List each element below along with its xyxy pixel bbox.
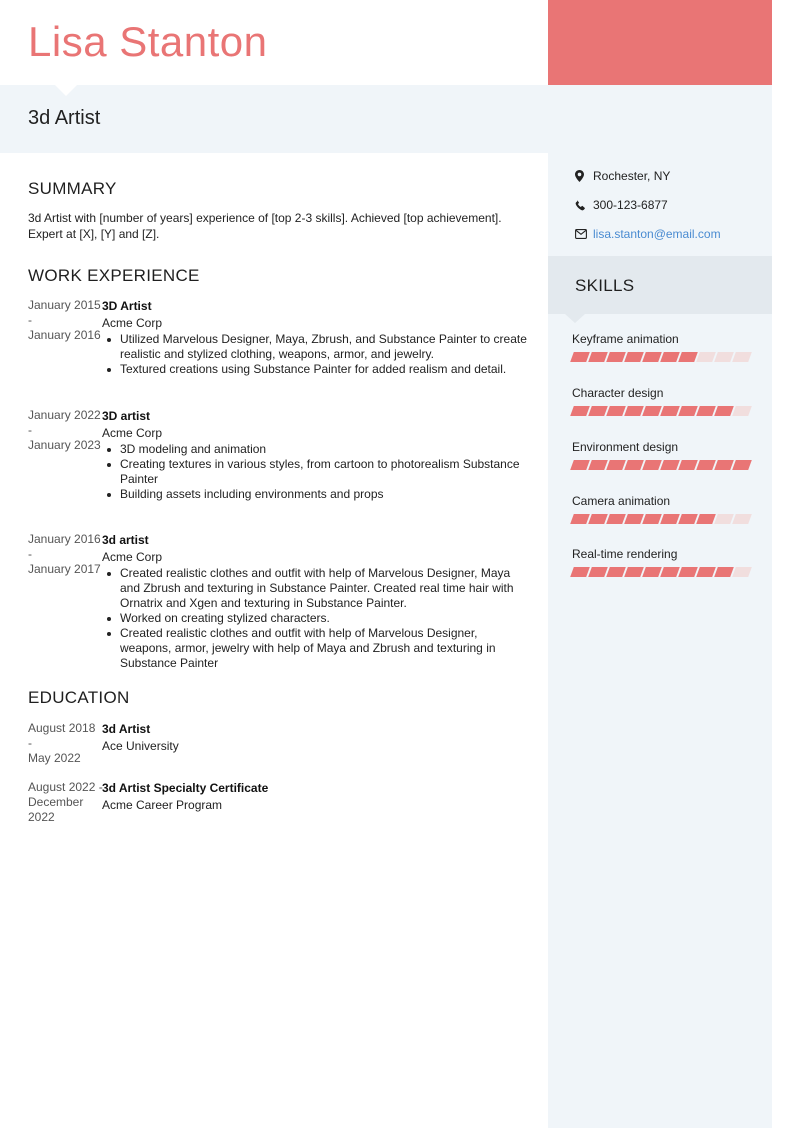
skill-level-segment (678, 352, 698, 362)
job-title: 3d Artist (28, 107, 101, 129)
candidate-name: Lisa Stanton (28, 18, 268, 65)
education-dates (28, 721, 102, 766)
phone-icon (575, 200, 593, 211)
skill-level-segment (570, 352, 590, 362)
skill-level-segment (624, 567, 644, 577)
skills-title: SKILLS (575, 276, 635, 295)
list-item: Worked on creating stylized characters. (102, 611, 528, 626)
skill-label: Keyframe animation (572, 332, 679, 346)
skill-item (572, 386, 756, 416)
list-item: Created realistic clothes and outfit with help of Marvelous Designer, Maya and Zbrush and texturing in Substance Painter. Created real time hair with Ornatrix and Xgen and texturing in Substance Painter. (102, 566, 528, 611)
skill-label: Real-time rendering (572, 547, 678, 561)
skill-level-segment (606, 406, 626, 416)
skills-notch (565, 314, 585, 323)
skill-level-bar (572, 460, 756, 470)
date-end: May 2022 (28, 751, 81, 765)
skill-level-segment (696, 567, 716, 577)
skill-level-bar (572, 514, 756, 524)
skill-level-segment (678, 406, 698, 416)
skill-level-bar (572, 352, 756, 362)
skill-level-segment (588, 567, 608, 577)
experience-org: Acme Corp (102, 550, 163, 564)
skill-level-bar (572, 567, 756, 577)
skill-level-segment (606, 460, 626, 470)
skill-level-segment (678, 460, 698, 470)
skill-label: Camera animation (572, 494, 671, 508)
skill-level-segment (642, 460, 662, 470)
experience-dates (28, 532, 102, 577)
date-end: December 2022 (28, 795, 84, 824)
skill-level-segment (678, 567, 698, 577)
skill-label: Environment design (572, 440, 679, 454)
date-end: January 2016 (28, 328, 101, 342)
map-pin-icon (575, 170, 593, 182)
job-title-band (0, 85, 772, 153)
mail-icon (575, 229, 593, 239)
skill-level-segment (624, 460, 644, 470)
skill-level-segment (696, 406, 716, 416)
skill-level-segment (732, 567, 752, 577)
date-separator: - (28, 313, 32, 327)
location-text: Rochester, NY (593, 169, 671, 183)
skill-level-segment (660, 406, 680, 416)
contact-location (575, 169, 670, 183)
skill-level-segment (732, 406, 752, 416)
education-degree: 3d Artist (102, 722, 151, 736)
skill-level-segment (714, 406, 734, 416)
experience-role: 3d artist (102, 533, 149, 547)
date-start: August 2018 - (28, 721, 96, 750)
list-item: Utilized Marvelous Designer, Maya, Zbrush, and Substance Painter to create realistic and stylized clothing, weapons, armor, and jewelry. (102, 332, 528, 362)
list-item: Created realistic clothes and outfit with help of Marvelous Designer, weapons, armor, jewelry with help of Maya and Zbrush and texturing in Substance Painter (102, 626, 528, 671)
date-separator: - (28, 423, 32, 437)
skill-level-segment (642, 567, 662, 577)
skill-level-segment (624, 406, 644, 416)
date-end: January 2023 (28, 438, 101, 452)
date-separator: - (28, 547, 32, 561)
education-title: EDUCATION (28, 688, 130, 707)
skill-level-segment (660, 514, 680, 524)
education-school: Ace University (102, 739, 179, 753)
skill-level-segment (570, 406, 590, 416)
skill-item (572, 332, 756, 362)
experience-role: 3D artist (102, 409, 151, 423)
skill-level-segment (714, 460, 734, 470)
date-end: January 2017 (28, 562, 101, 576)
skill-level-segment (606, 514, 626, 524)
date-start: January 2015 (28, 298, 101, 312)
phone-text: 300-123-6877 (593, 198, 668, 212)
skill-item (572, 440, 756, 470)
skill-level-segment (714, 567, 734, 577)
skill-level-segment (624, 514, 644, 524)
list-item: 3D modeling and animation (102, 442, 528, 457)
title-notch (55, 85, 77, 96)
skill-level-segment (588, 406, 608, 416)
skill-level-segment (732, 352, 752, 362)
skill-label: Character design (572, 386, 664, 400)
skill-level-segment (588, 352, 608, 362)
skill-level-segment (696, 514, 716, 524)
contact-email[interactable] (575, 227, 721, 241)
education-degree: 3d Artist Specialty Certificate (102, 781, 269, 795)
date-start: January 2016 (28, 532, 101, 546)
list-item: Creating textures in various styles, from cartoon to photorealism Substance Painter (102, 457, 528, 487)
skill-level-segment (678, 514, 698, 524)
skill-level-segment (624, 352, 644, 362)
skill-level-segment (642, 514, 662, 524)
skill-level-segment (696, 460, 716, 470)
experience-role: 3D Artist (102, 299, 152, 313)
experience-org: Acme Corp (102, 316, 163, 330)
skill-level-segment (588, 514, 608, 524)
education-school: Acme Career Program (102, 798, 223, 812)
skill-level-segment (642, 406, 662, 416)
experience-org: Acme Corp (102, 426, 163, 440)
skill-level-segment (732, 460, 752, 470)
email-link[interactable]: lisa.stanton@email.com (593, 227, 721, 241)
list-item: Building assets including environments and props (102, 487, 528, 502)
summary-text: 3d Artist with [number of years] experience of [top 2-3 skills]. Achieved [top achievement]. Expert at [X], [Y] and [Z]. (28, 211, 502, 241)
date-start: January 2022 (28, 408, 101, 422)
header-accent-block (548, 0, 772, 85)
skill-level-segment (570, 514, 590, 524)
work-experience-title: WORK EXPERIENCE (28, 266, 200, 285)
experience-bullets (102, 332, 528, 377)
skill-level-segment (660, 352, 680, 362)
skill-item (572, 547, 756, 577)
list-item: Textured creations using Substance Painter for added realism and detail. (102, 362, 528, 377)
skill-level-segment (714, 352, 734, 362)
experience-bullets (102, 442, 528, 502)
contact-phone (575, 198, 668, 212)
summary-title: SUMMARY (28, 179, 117, 198)
skill-level-segment (732, 514, 752, 524)
experience-dates (28, 408, 102, 453)
skill-level-segment (570, 460, 590, 470)
skill-level-segment (588, 460, 608, 470)
skill-level-segment (642, 352, 662, 362)
skill-level-segment (606, 352, 626, 362)
skill-item (572, 494, 756, 524)
experience-dates (28, 298, 102, 343)
experience-bullets (102, 566, 528, 671)
skill-level-bar (572, 406, 756, 416)
date-start: August 2022 - (28, 780, 103, 794)
skill-level-segment (660, 567, 680, 577)
skill-level-segment (696, 352, 716, 362)
skill-level-segment (660, 460, 680, 470)
education-dates (28, 780, 108, 825)
skill-level-segment (714, 514, 734, 524)
skill-level-segment (606, 567, 626, 577)
skill-level-segment (570, 567, 590, 577)
